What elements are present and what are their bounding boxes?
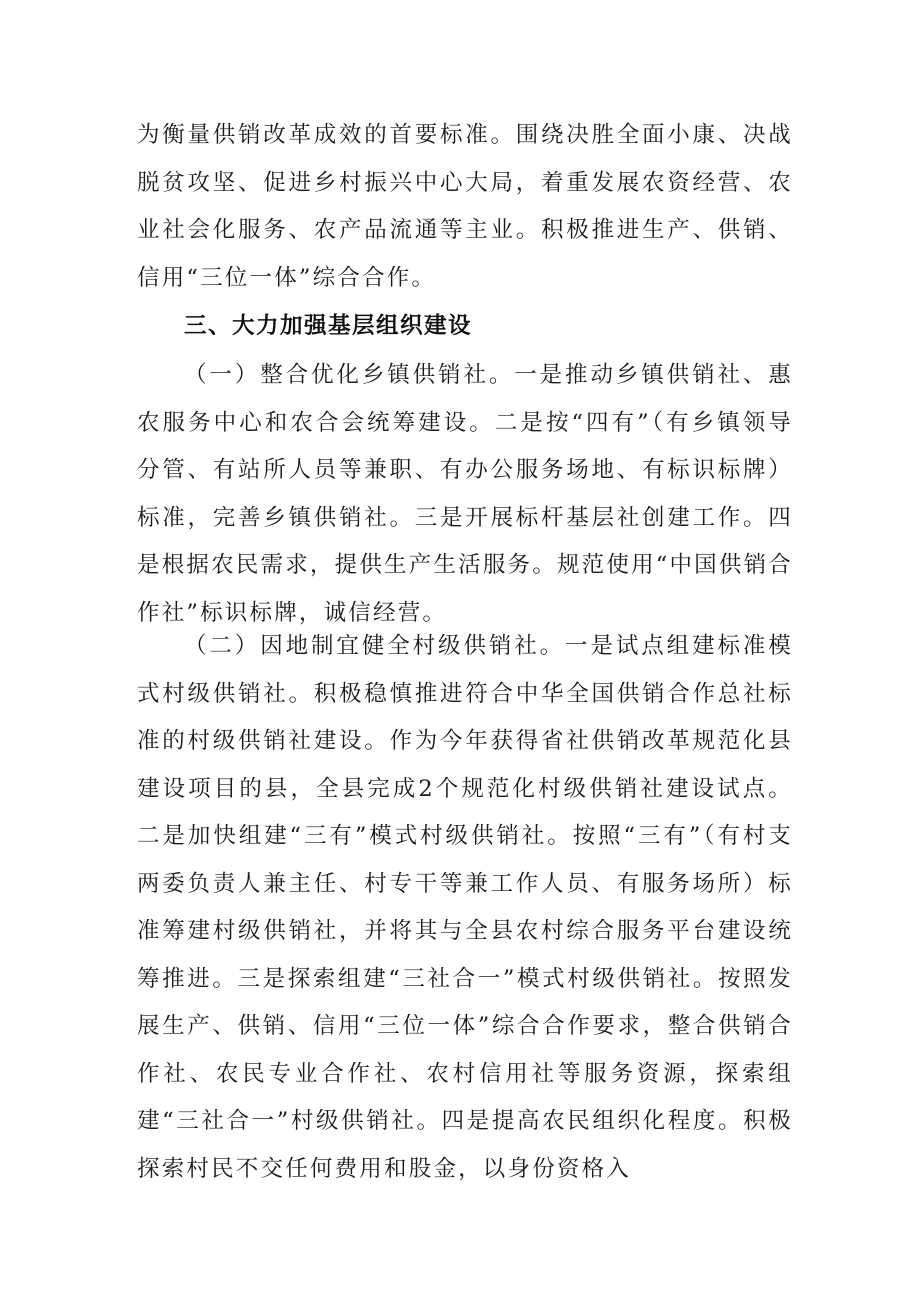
subsection-paragraph-2: （二）因地制宜健全村级供销社。一是试点组建标准模式村级供销社。积极稳慎推进符合中华全国供销合作总社标准的村级供销社建设。作为今年获得省社供销改革规范化县建设项目的县，全县完成2个规范化村级供销社建设试点。二是加快组建“三有”模式村级供销社。按照“三有”（有村支两委负责人兼主任、村专干等兼工作人员、有服务场所）标准筹建村级供销社，并将其与全县农村综合服务平台建设统筹推进。三是探索组建“三社合一”模式村级供销社。按照发展生产、供销、信用“三位一体”综合合作要求，整合供销合作社、农民专业合作社、农村信用社等服务资源，探索组建“三社合一”村级供销社。四是提高农民组织化程度。积极探索村民不交任何费用和股金，以身份资格入 (137, 633, 793, 1182)
paragraph-continued: 为衡量供销改革成效的首要标准。围绕决胜全面小康、决战脱贫攻坚、促进乡村振兴中心大局，着重发展农资经营、农业社会化服务、农产品流通等主业。积极推进生产、供销、信用“三位一体”综合合作。 (137, 122, 793, 291)
section-heading: 三、大力加强基层组织建设 (184, 313, 473, 339)
subsection-paragraph-1: （一）整合优化乡镇供销社。一是推动乡镇供销社、惠农服务中心和农合会统筹建设。二是按“四有”（有乡镇领导分管、有站所人员等兼职、有办公服务场地、有标识标牌）标准，完善乡镇供销社。三是开展标杆基层社创建工作。四是根据农民需求，提供生产生活服务。规范使用“中国供销合作社”标识标牌，诚信经营。 (137, 362, 793, 626)
